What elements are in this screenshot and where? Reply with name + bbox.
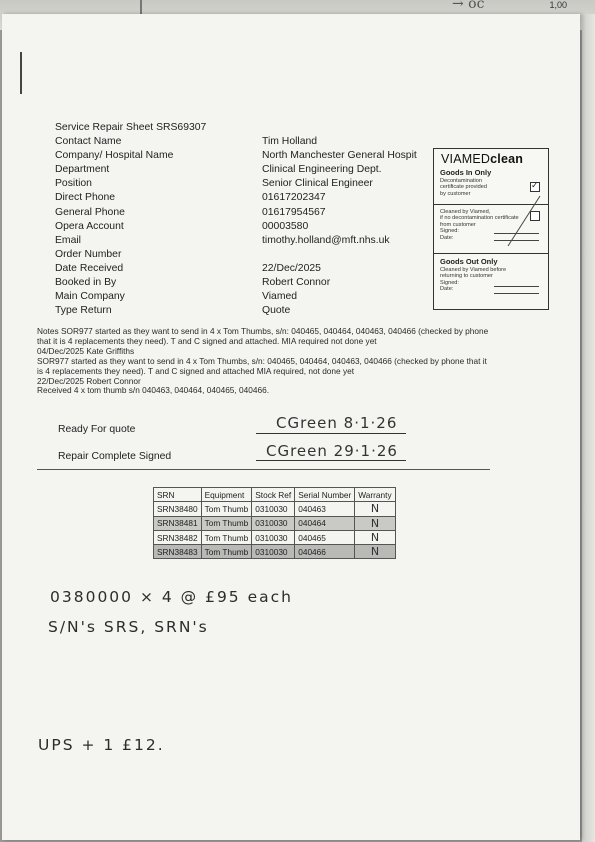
cell-equipment: Tom Thumb xyxy=(201,516,252,530)
col-header: SRN xyxy=(154,488,202,502)
handwritten-quote-line: 0380000 × 4 @ £95 each xyxy=(50,588,293,606)
cell-srn: SRN38481 xyxy=(154,516,202,530)
table-header-row xyxy=(154,488,396,502)
cell-warranty: N xyxy=(355,545,395,559)
ready-signature: CGreen 8·1·26 xyxy=(276,414,398,432)
note-line: 04/Dec/2025 Kate Griffiths xyxy=(37,345,135,356)
repair-complete-label: Repair Complete Signed xyxy=(58,451,172,462)
cell-stock-ref: 0310030 xyxy=(252,545,295,559)
col-header: Equipment xyxy=(201,488,252,502)
ready-signature-line xyxy=(256,433,406,434)
repair-items-table xyxy=(153,487,396,559)
cleaned-section: Cleaned by Viamed, if no decontamination certificate from customer Signed: Date: xyxy=(440,209,519,241)
cell-serial: 040466 xyxy=(295,545,355,559)
cell-srn: SRN38483 xyxy=(154,545,202,559)
goods-in-section: Goods In Only Decontamination certificate provided by customer xyxy=(440,168,492,197)
cell-serial: 040465 xyxy=(295,530,355,544)
table-row xyxy=(154,530,396,544)
notes-block xyxy=(37,327,562,396)
date-line xyxy=(494,240,539,241)
table-row xyxy=(154,516,396,530)
cell-stock-ref: 0310030 xyxy=(252,530,295,544)
col-header: Stock Ref xyxy=(252,488,295,502)
signature-line xyxy=(494,286,539,287)
ready-for-quote-label: Ready For quote xyxy=(58,424,136,435)
cell-equipment: Tom Thumb xyxy=(201,530,252,544)
handwritten-serial-line: S/N's SRS, SRN's xyxy=(48,618,209,636)
signature-line xyxy=(494,233,539,234)
date-line xyxy=(494,293,539,294)
table-row xyxy=(154,545,396,559)
note-line: Received 4 x tom thumb s/n 040463, 040464, 040465, 040466. xyxy=(37,385,270,396)
complete-signature-line xyxy=(256,460,406,461)
cell-warranty: N xyxy=(355,530,395,544)
handwritten-ups-line: UPS + 1 £12. xyxy=(38,736,165,754)
cell-equipment: Tom Thumb xyxy=(201,545,252,559)
section-divider xyxy=(37,469,490,470)
table-row xyxy=(154,502,396,516)
complete-signature: CGreen 29·1·26 xyxy=(266,442,398,460)
viamed-clean-box xyxy=(433,148,549,310)
cell-warranty: N xyxy=(355,516,395,530)
viamed-logo: VIAMEDclean xyxy=(441,152,524,166)
cell-equipment: Tom Thumb xyxy=(201,502,252,516)
note-line: that it is 4 replacements they need). T and C signed and attached. MIA required not done yet xyxy=(37,335,377,346)
corner-text: 1,00 xyxy=(549,0,567,10)
note-line: is 4 replacements they need). T and C signed and attached MIA required, not done yet xyxy=(37,365,355,376)
decon-certificate-checkbox[interactable] xyxy=(530,182,540,192)
goods-out-section: Goods Out Only Cleaned by Viamed before returning to customer Signed: Date: xyxy=(440,257,507,293)
cell-serial: 040464 xyxy=(295,516,355,530)
cell-stock-ref: 0310030 xyxy=(252,516,295,530)
col-header: Serial Number xyxy=(295,488,355,502)
note-line: 22/Dec/2025 Robert Connor xyxy=(37,375,141,386)
note-line: Notes SOR977 started as they want to send in 4 x Tom Thumbs, s/n: 040465, 040464, 040463, 040466 (checked by phone xyxy=(37,326,489,336)
cell-srn: SRN38482 xyxy=(154,530,202,544)
pen-mark xyxy=(20,52,22,94)
top-scribble: → oc xyxy=(452,0,485,12)
page-edge xyxy=(582,14,595,842)
box-divider xyxy=(434,253,548,254)
cell-serial: 040463 xyxy=(295,502,355,516)
cell-srn: SRN38480 xyxy=(154,502,202,516)
note-line: SOR977 started as they want to send in 4 x Tom Thumbs, s/n: 040465, 040464, 040463, 040466 (checked by phone that it xyxy=(37,355,487,366)
cell-stock-ref: 0310030 xyxy=(252,502,295,516)
cell-warranty: N xyxy=(355,502,395,516)
col-header: Warranty xyxy=(355,488,395,502)
